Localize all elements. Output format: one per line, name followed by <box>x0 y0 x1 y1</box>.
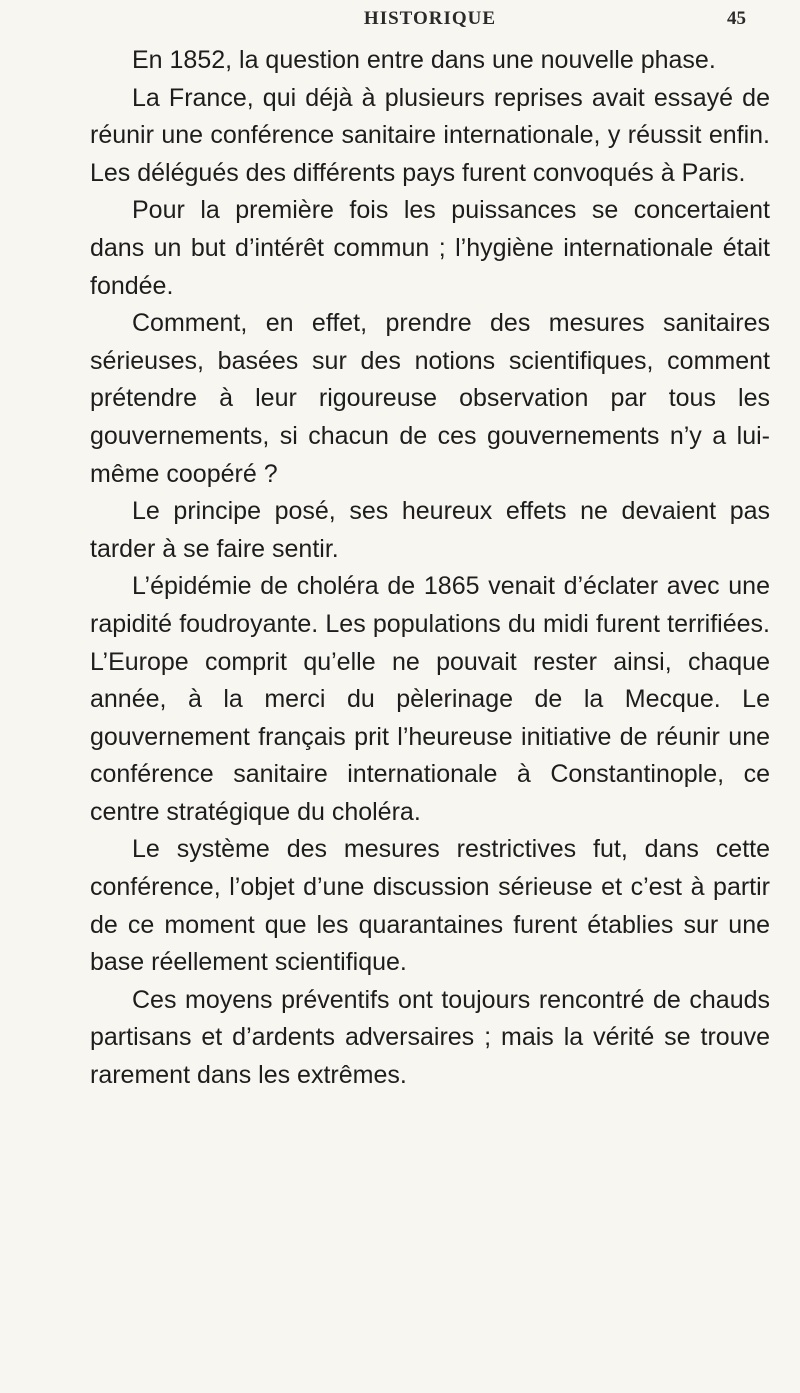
paragraph: Ces moyens préventifs ont toujours rencontré de chauds partisans et d’ardents adversaires ; mais la vérité se trouve rarement dans les extrêmes. <box>90 985 770 1090</box>
page-number: 45 <box>727 8 746 29</box>
paragraph: Le principe posé, ses heureux effets ne devaient pas tarder à se faire sentir. <box>90 497 770 563</box>
paragraph: Comment, en effet, prendre des mesures sanitaires sérieuses, basées sur des notions scientifiques, comment prétendre à leur rigoureuse observation par tous les gouvernements, si chacun de ces gouvernements n’y a lui-même coopéré ? <box>90 309 770 488</box>
paragraph: La France, qui déjà à plusieurs reprises avait essayé de réunir une conférence sanitaire internationale, y réussit enfin. Les délégués des différents pays furent convoqués à Paris. <box>90 83 770 187</box>
paragraph: L’épidémie de choléra de 1865 venait d’éclater avec une rapidité foudroyante. Les populations du midi furent terrifiées. L’Europe comprit qu’elle ne pouvait rester ainsi, chaque année, à la merci du pèlerinage de la Mecque. Le gouvernement français prit l’heureuse initiative de réunir une conférence sanitaire internationale à Constantinople, ce centre stratégique du choléra. <box>90 572 770 826</box>
running-head <box>100 8 760 36</box>
running-title: HISTORIQUE <box>363 8 497 29</box>
body-text <box>90 42 770 1095</box>
paragraph: Le système des mesures restrictives fut, dans cette conférence, l’objet d’une discussion sérieuse et c’est à partir de ce moment que les quarantaines furent établies sur une base réellement scientifique. <box>90 835 770 977</box>
paragraph: En 1852, la question entre dans une nouvelle phase. <box>132 46 716 74</box>
paragraph: Pour la première fois les puissances se concertaient dans un but d’intérêt commun ; l’hygiène internationale était fondée. <box>90 196 770 300</box>
